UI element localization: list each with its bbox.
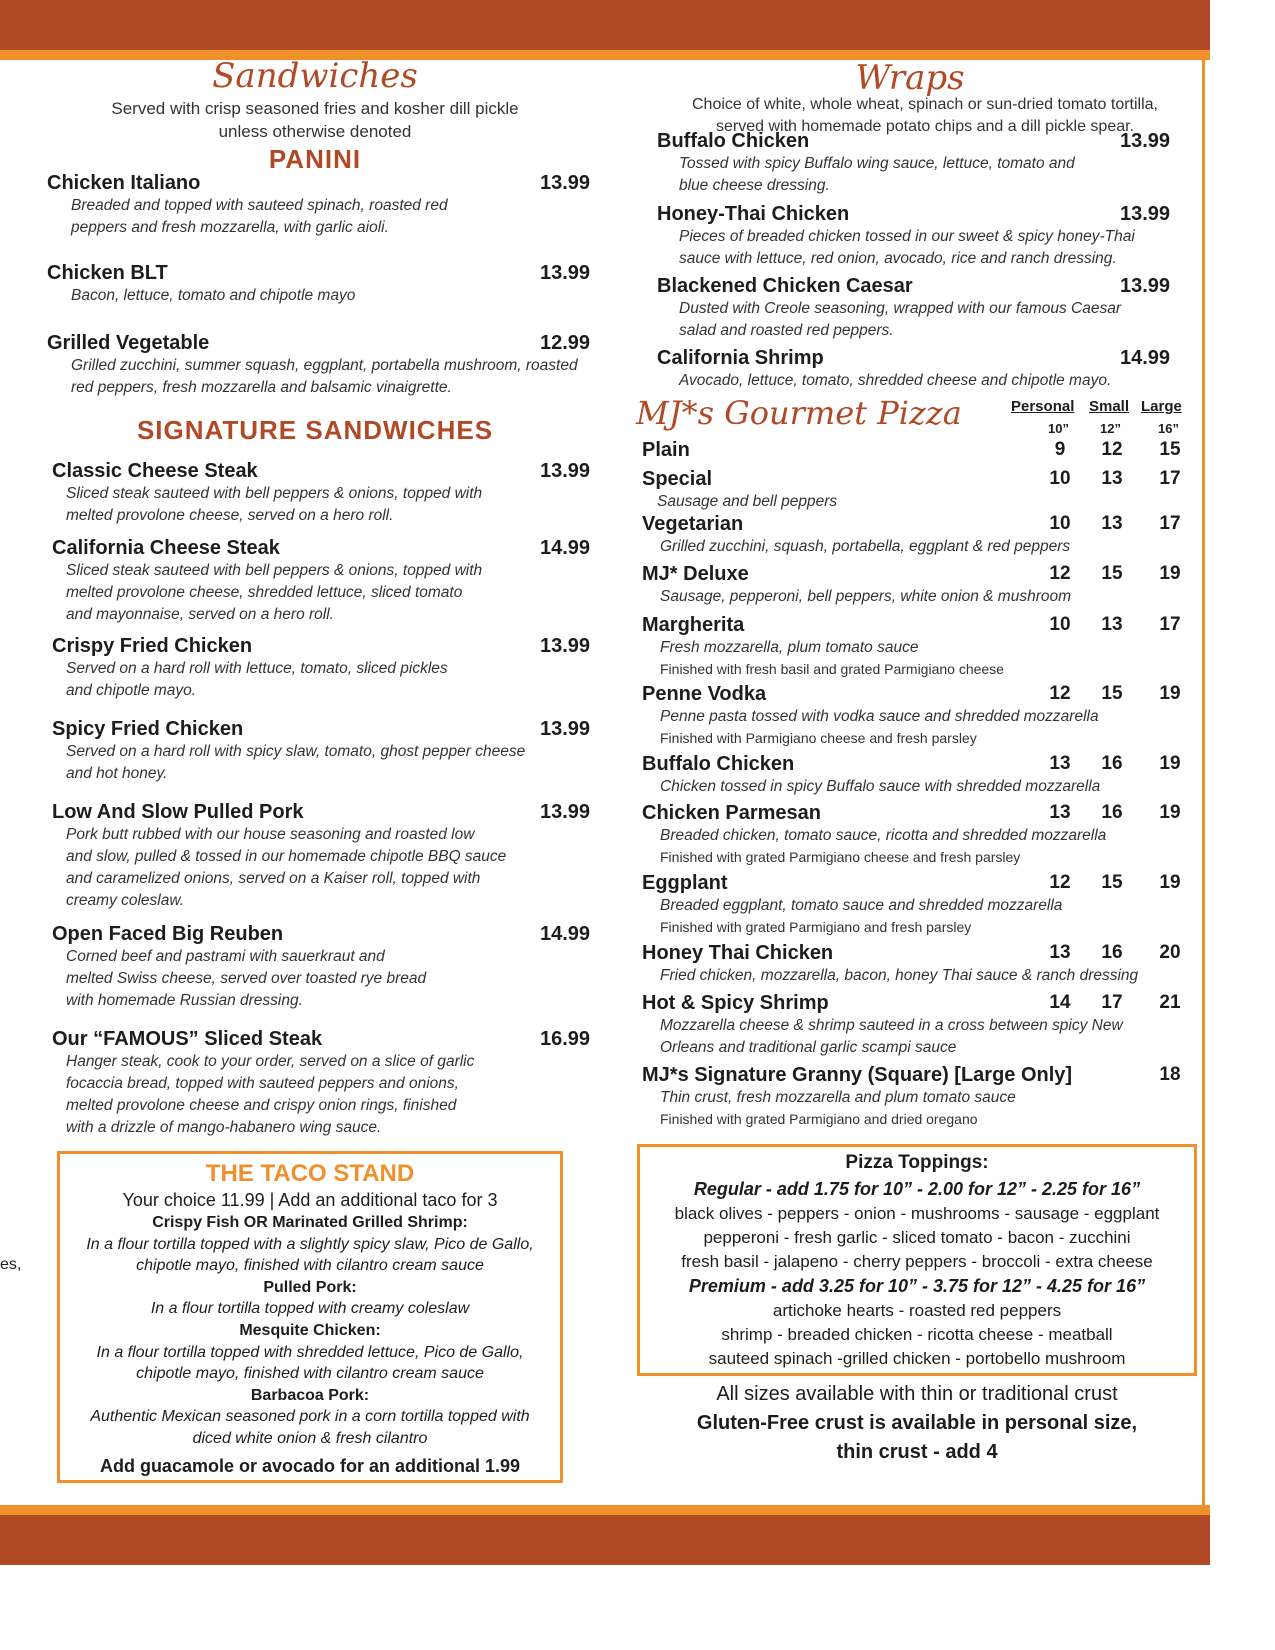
pizza-price: 15 xyxy=(1101,683,1123,704)
item-price: 13.99 xyxy=(540,718,591,740)
item-price: 13.99 xyxy=(1120,130,1171,152)
description-line: Chicken tossed in spicy Buffalo sauce with shredded mozzarella xyxy=(660,778,1101,795)
pizza-price: 17 xyxy=(1101,992,1123,1013)
menu-item xyxy=(657,275,1171,342)
topping-line: pepperoni - fresh garlic - sliced tomato - bacon - zucchini xyxy=(703,1228,1131,1247)
pizza-description xyxy=(657,491,837,513)
pizza-price: 12 xyxy=(1101,439,1123,460)
subtitle-line: unless otherwise denoted xyxy=(218,122,412,141)
pizza-price: 12 xyxy=(1049,683,1071,704)
item-name: Low And Slow Pulled Pork xyxy=(52,801,304,823)
subtitle-line: Choice of white, whole wheat, spinach or sun-dried tomato tortilla, xyxy=(691,96,1158,113)
description-line: and chipotle mayo. xyxy=(66,682,197,699)
pizza-item xyxy=(642,513,1181,558)
item-price: 13.99 xyxy=(1120,203,1171,225)
menu-item xyxy=(657,347,1171,392)
menu-item xyxy=(47,262,591,307)
description-line: and slow, pulled & tossed in our homemade chipotle BBQ sauce xyxy=(66,848,507,865)
item-price: 13.99 xyxy=(540,635,591,657)
item-description xyxy=(679,370,1111,392)
item-name: Crispy Fried Chicken xyxy=(52,635,253,657)
description-line: Penne pasta tossed with vodka sauce and shredded mozzarella xyxy=(660,708,1099,725)
crust-notes xyxy=(637,1380,1197,1467)
taco-name: Barbacoa Pork: xyxy=(250,1386,370,1404)
pizza-item xyxy=(642,753,1181,798)
item-description xyxy=(66,658,448,702)
pizza-description xyxy=(660,586,1071,608)
pizza-price: 15 xyxy=(1101,563,1123,584)
item-name: California Cheese Steak xyxy=(52,537,280,559)
sandwiches-subtitle xyxy=(30,97,600,143)
description-line: Sausage and bell peppers xyxy=(657,493,838,510)
pizza-item xyxy=(642,614,1181,679)
pizza-description xyxy=(660,776,1100,798)
description-line: with a drizzle of mango-habanero wing sauce. xyxy=(66,1119,382,1136)
description-line: Sausage, pepperoni, bell peppers, white onion & mushroom xyxy=(660,588,1072,605)
description-line: salad and roasted red peppers. xyxy=(679,322,894,339)
description-line: Thin crust, fresh mozzarella and plum tomato sauce xyxy=(660,1089,1016,1106)
pizza-price: 13 xyxy=(1049,942,1071,963)
pizza-name: Buffalo Chicken xyxy=(642,753,795,775)
taco-description: Authentic Mexican seasoned pork in a corn tortilla topped with xyxy=(90,1408,530,1426)
description-line: and mayonnaise, served on a hero roll. xyxy=(66,606,334,623)
pizza-price: 19 xyxy=(1159,563,1181,584)
pizza-description xyxy=(660,706,1099,728)
pizza-name: Hot & Spicy Shrimp xyxy=(642,992,829,1014)
topping-line: shrimp - breaded chicken - ricotta cheese - meatball xyxy=(721,1325,1113,1344)
pizza-price: 13 xyxy=(1101,614,1123,635)
taco-name: Pulled Pork: xyxy=(263,1278,357,1296)
item-name: Chicken BLT xyxy=(47,262,168,284)
taco-description: In a flour tortilla topped with shredded lettuce, Pico de Gallo, xyxy=(96,1343,524,1361)
description-line: Hanger steak, cook to your order, served on a slice of garlic xyxy=(66,1053,475,1070)
description-line: blue cheese dressing. xyxy=(679,177,830,194)
item-description xyxy=(66,824,506,912)
crust-note: All sizes available with thin or traditional crust xyxy=(716,1383,1118,1405)
crust-note: thin crust - add 4 xyxy=(836,1441,998,1463)
description-line: melted provolone cheese and crispy onion rings, finished xyxy=(66,1097,457,1114)
description-line: Bacon, lettuce, tomato and chipotle mayo xyxy=(71,287,356,304)
description-line: Finished with grated Parmigiano and fresh parsley xyxy=(660,919,972,935)
pizza-price: 20 xyxy=(1159,942,1181,963)
panini-heading: PANINI xyxy=(268,144,362,174)
size-inches: 16” xyxy=(1158,421,1179,436)
pizza-item xyxy=(642,1064,1181,1129)
item-name: Buffalo Chicken xyxy=(657,130,810,152)
pizza-price: 15 xyxy=(1159,439,1181,460)
pizza-item xyxy=(642,683,1181,748)
description-line: Tossed with spicy Buffalo wing sauce, lettuce, tomato and xyxy=(679,155,1075,172)
pizza-item xyxy=(642,942,1181,987)
topping-line: sauteed spinach -grilled chicken - portobello mushroom xyxy=(708,1349,1126,1368)
description-line: Finished with grated Parmigiano and dried oregano xyxy=(660,1111,978,1127)
footer-bar xyxy=(0,1515,1210,1565)
taco-description: diced white onion & fresh cilantro xyxy=(192,1429,428,1447)
premium-toppings-label: Premium - add 3.25 for 10” - 3.75 for 12” - 4.25 for 16” xyxy=(688,1276,1146,1296)
pizza-item xyxy=(642,802,1181,867)
item-description xyxy=(66,560,482,626)
pizza-price: 13 xyxy=(1049,753,1071,774)
wraps-title: Wraps xyxy=(855,58,965,98)
description-line: and hot honey. xyxy=(66,765,168,782)
taco-stand-box xyxy=(57,1151,563,1483)
description-line: melted provolone cheese, shredded lettuce, sliced tomato xyxy=(66,584,463,601)
item-name: Honey-Thai Chicken xyxy=(657,203,850,225)
item-description xyxy=(679,298,1121,342)
subtitle-line: Served with crisp seasoned fries and kosher dill pickle xyxy=(111,99,519,118)
description-line: Grilled zucchini, squash, portabella, eggplant & red peppers xyxy=(660,538,1071,555)
menu-item xyxy=(657,203,1171,270)
item-name: Our “FAMOUS” Sliced Steak xyxy=(52,1028,323,1050)
item-description xyxy=(66,741,525,785)
pizza-price: 10 xyxy=(1049,614,1071,635)
item-price: 12.99 xyxy=(540,332,591,354)
menu-item xyxy=(52,635,591,702)
size-inches: 12” xyxy=(1100,421,1121,436)
pizza-price: 13 xyxy=(1049,802,1071,823)
pizza-finish-note xyxy=(660,847,1106,867)
pizza-name: MJ*s Signature Granny (Square) [Large Only] xyxy=(642,1064,1073,1086)
item-price: 13.99 xyxy=(540,801,591,823)
menu-item xyxy=(52,801,591,912)
pizza-description xyxy=(660,1015,1123,1059)
description-line: Corned beef and pastrami with sauerkraut and xyxy=(66,948,385,965)
pizza-price: 9 xyxy=(1054,439,1066,460)
description-line: Breaded chicken, tomato sauce, ricotta and shredded mozzarella xyxy=(660,827,1107,844)
toppings-box xyxy=(637,1144,1197,1376)
pizza-price: 15 xyxy=(1101,872,1123,893)
pizza-price: 12 xyxy=(1049,872,1071,893)
pizza-price: 13 xyxy=(1101,513,1123,534)
taco-name: Mesquite Chicken: xyxy=(239,1321,381,1339)
pizza-price: 16 xyxy=(1101,802,1123,823)
crust-note: Gluten-Free crust is available in personal size, xyxy=(696,1412,1138,1434)
description-line: Pork butt rubbed with our house seasoning and roasted low xyxy=(66,826,475,843)
pizza-description xyxy=(660,1087,1072,1109)
pizza-price: 12 xyxy=(1049,563,1071,584)
item-description xyxy=(71,195,448,239)
item-price: 16.99 xyxy=(540,1028,591,1050)
taco-stand-title: THE TACO STAND xyxy=(205,1160,415,1187)
pizza-price: 10 xyxy=(1049,513,1071,534)
pizza-price: 17 xyxy=(1159,614,1181,635)
pizza-item xyxy=(642,468,1181,513)
topping-line: artichoke hearts - roasted red peppers xyxy=(772,1301,1062,1320)
footer-stripe xyxy=(0,1505,1210,1515)
description-line: Finished with grated Parmigiano cheese and fresh parsley xyxy=(660,849,1021,865)
description-line: Avocado, lettuce, tomato, shredded cheese and chipotle mayo. xyxy=(679,372,1112,389)
pizza-name: Margherita xyxy=(642,614,745,636)
description-line: melted provolone cheese, served on a hero roll. xyxy=(66,507,394,524)
item-description xyxy=(66,483,482,527)
size-header: Small xyxy=(1089,398,1130,415)
menu-item xyxy=(47,172,591,239)
description-line: Sliced steak sauteed with bell peppers & onions, topped with xyxy=(66,485,483,502)
header-bar xyxy=(0,0,1210,50)
item-name: Spicy Fried Chicken xyxy=(52,718,244,740)
item-description xyxy=(71,355,578,399)
pizza-price: 13 xyxy=(1101,468,1123,489)
taco-choice: Your choice 11.99 | Add an additional taco for 3 xyxy=(122,1190,498,1210)
pizza-price: 19 xyxy=(1159,683,1181,704)
description-line: Dusted with Creole seasoning, wrapped with our famous Caesar xyxy=(679,300,1121,317)
item-price: 13.99 xyxy=(540,262,591,284)
menu-item xyxy=(52,923,591,1012)
item-price: 14.99 xyxy=(1120,347,1171,369)
description-line: Breaded and topped with sauteed spinach, roasted red xyxy=(71,197,448,214)
pizza-description xyxy=(660,536,1070,558)
pizza-name: Special xyxy=(642,468,713,490)
pizza-name: MJ* Deluxe xyxy=(642,563,749,585)
pizza-name: Penne Vodka xyxy=(642,683,767,705)
pizza-price: 21 xyxy=(1159,992,1181,1013)
description-line: Pieces of breaded chicken tossed in our sweet & spicy honey-Thai xyxy=(679,228,1135,245)
pizza-price: 19 xyxy=(1159,753,1181,774)
description-line: with homemade Russian dressing. xyxy=(66,992,303,1009)
item-price: 13.99 xyxy=(1120,275,1171,297)
item-description xyxy=(679,153,1075,197)
description-line: Grilled zucchini, summer squash, eggplant, portabella mushroom, roasted xyxy=(71,357,578,374)
signature-heading: SIGNATURE SANDWICHES xyxy=(136,415,494,445)
menu-item xyxy=(52,460,591,527)
pizza-name: Eggplant xyxy=(642,872,728,894)
description-line: Finished with Parmigiano cheese and fresh parsley xyxy=(660,730,977,746)
menu-item xyxy=(47,332,591,399)
size-inches: 10” xyxy=(1048,421,1069,436)
description-line: Served on a hard roll with lettuce, tomato, sliced pickles xyxy=(66,660,448,677)
pizza-price: 19 xyxy=(1159,872,1181,893)
taco-name: Crispy Fish OR Marinated Grilled Shrimp: xyxy=(152,1214,468,1231)
item-price: 14.99 xyxy=(540,923,591,945)
item-description xyxy=(71,285,355,307)
menu-item xyxy=(52,537,591,626)
description-line: red peppers, fresh mozzarella and balsamic vinaigrette. xyxy=(71,379,452,396)
item-name: California Shrimp xyxy=(657,347,824,369)
right-border xyxy=(1202,60,1205,1505)
pizza-name: Vegetarian xyxy=(642,513,744,535)
item-description xyxy=(66,1051,474,1139)
menu-item xyxy=(52,718,591,785)
pizza-price: 14 xyxy=(1049,992,1071,1013)
description-line: Orleans and traditional garlic scampi sauce xyxy=(660,1039,957,1056)
pizza-description xyxy=(660,895,1062,917)
pizza-price: 17 xyxy=(1159,513,1181,534)
pizza-item xyxy=(642,872,1181,937)
item-name: Grilled Vegetable xyxy=(47,332,210,354)
pizza-price: 17 xyxy=(1159,468,1181,489)
pizza-item xyxy=(642,992,1181,1059)
item-description xyxy=(66,946,426,1012)
taco-description: chipotle mayo, finished with cilantro cream sauce xyxy=(136,1365,484,1383)
pizza-item xyxy=(642,439,1181,462)
description-line: Fresh mozzarella, plum tomato sauce xyxy=(660,639,919,656)
description-line: Breaded eggplant, tomato sauce and shredded mozzarella xyxy=(660,897,1063,914)
description-line: focaccia bread, topped with sauteed peppers and onions, xyxy=(66,1075,459,1092)
menu-item xyxy=(52,1028,591,1139)
pizza-description xyxy=(660,825,1106,847)
pizza-title: MJ*s Gourmet Pizza xyxy=(636,394,962,432)
taco-description: In a flour tortilla topped with creamy coleslaw xyxy=(150,1300,470,1318)
menu-item xyxy=(657,130,1171,197)
description-line: melted Swiss cheese, served over toasted rye bread xyxy=(66,970,427,987)
topping-line: fresh basil - jalapeno - cherry peppers - broccoli - extra cheese xyxy=(681,1252,1153,1271)
pizza-price: 16 xyxy=(1101,753,1123,774)
size-header: Large xyxy=(1141,398,1182,415)
pizza-price: 19 xyxy=(1159,802,1181,823)
pizza-price: 18 xyxy=(1159,1064,1181,1085)
description-line: creamy coleslaw. xyxy=(66,892,185,909)
pizza-finish-note xyxy=(660,659,1004,679)
pizza-price: 10 xyxy=(1049,468,1071,489)
regular-toppings-label: Regular - add 1.75 for 10” - 2.00 for 12” - 2.25 for 16” xyxy=(693,1179,1141,1199)
item-price: 13.99 xyxy=(540,172,591,194)
pizza-name: Plain xyxy=(642,439,690,461)
taco-description: chipotle mayo, finished with cilantro cream sauce xyxy=(136,1257,484,1275)
pizza-finish-note xyxy=(660,728,1099,748)
toppings-title: Pizza Toppings: xyxy=(845,1152,989,1173)
size-header: Personal xyxy=(1011,398,1075,415)
item-name: Chicken Italiano xyxy=(47,172,201,194)
taco-addon: Add guacamole or avocado for an additional 1.99 xyxy=(99,1455,521,1476)
pizza-name: Chicken Parmesan xyxy=(642,802,821,824)
pizza-item xyxy=(642,563,1181,608)
description-line: and caramelized onions, served on a Kaiser roll, topped with xyxy=(66,870,481,887)
item-description xyxy=(679,226,1135,270)
taco-description: In a flour tortilla topped with a slightly spicy slaw, Pico de Gallo, xyxy=(86,1235,534,1253)
topping-line: black olives - peppers - onion - mushrooms - sausage - eggplant xyxy=(674,1204,1160,1223)
pizza-price: 16 xyxy=(1101,942,1123,963)
item-name: Open Faced Big Reuben xyxy=(52,923,284,945)
subtitle-line: served with homemade potato chips and a dill pickle spear. xyxy=(715,118,1134,135)
pizza-name: Honey Thai Chicken xyxy=(642,942,834,964)
description-line: Served on a hard roll with spicy slaw, tomato, ghost pepper cheese xyxy=(66,743,526,760)
pizza-finish-note xyxy=(660,1109,1072,1129)
description-line: peppers and fresh mozzarella, with garlic aioli. xyxy=(71,219,389,236)
description-line: Finished with fresh basil and grated Parmigiano cheese xyxy=(660,661,1004,677)
item-name: Classic Cheese Steak xyxy=(52,460,258,482)
margin-fragment: es, xyxy=(0,1256,22,1273)
item-name: Blackened Chicken Caesar xyxy=(657,275,913,297)
item-price: 14.99 xyxy=(540,537,591,559)
description-line: Fried chicken, mozzarella, bacon, honey Thai sauce & ranch dressing xyxy=(660,967,1139,984)
pizza-finish-note xyxy=(660,917,1062,937)
description-line: Sliced steak sauteed with bell peppers & onions, topped with xyxy=(66,562,483,579)
pizza-description xyxy=(660,637,1004,659)
description-line: sauce with lettuce, red onion, avocado, rice and ranch dressing. xyxy=(679,250,1117,267)
item-price: 13.99 xyxy=(540,460,591,482)
sandwiches-title: Sandwiches xyxy=(212,56,418,96)
pizza-description xyxy=(660,965,1138,987)
description-line: Mozzarella cheese & shrimp sauteed in a cross between spicy New xyxy=(660,1017,1123,1034)
